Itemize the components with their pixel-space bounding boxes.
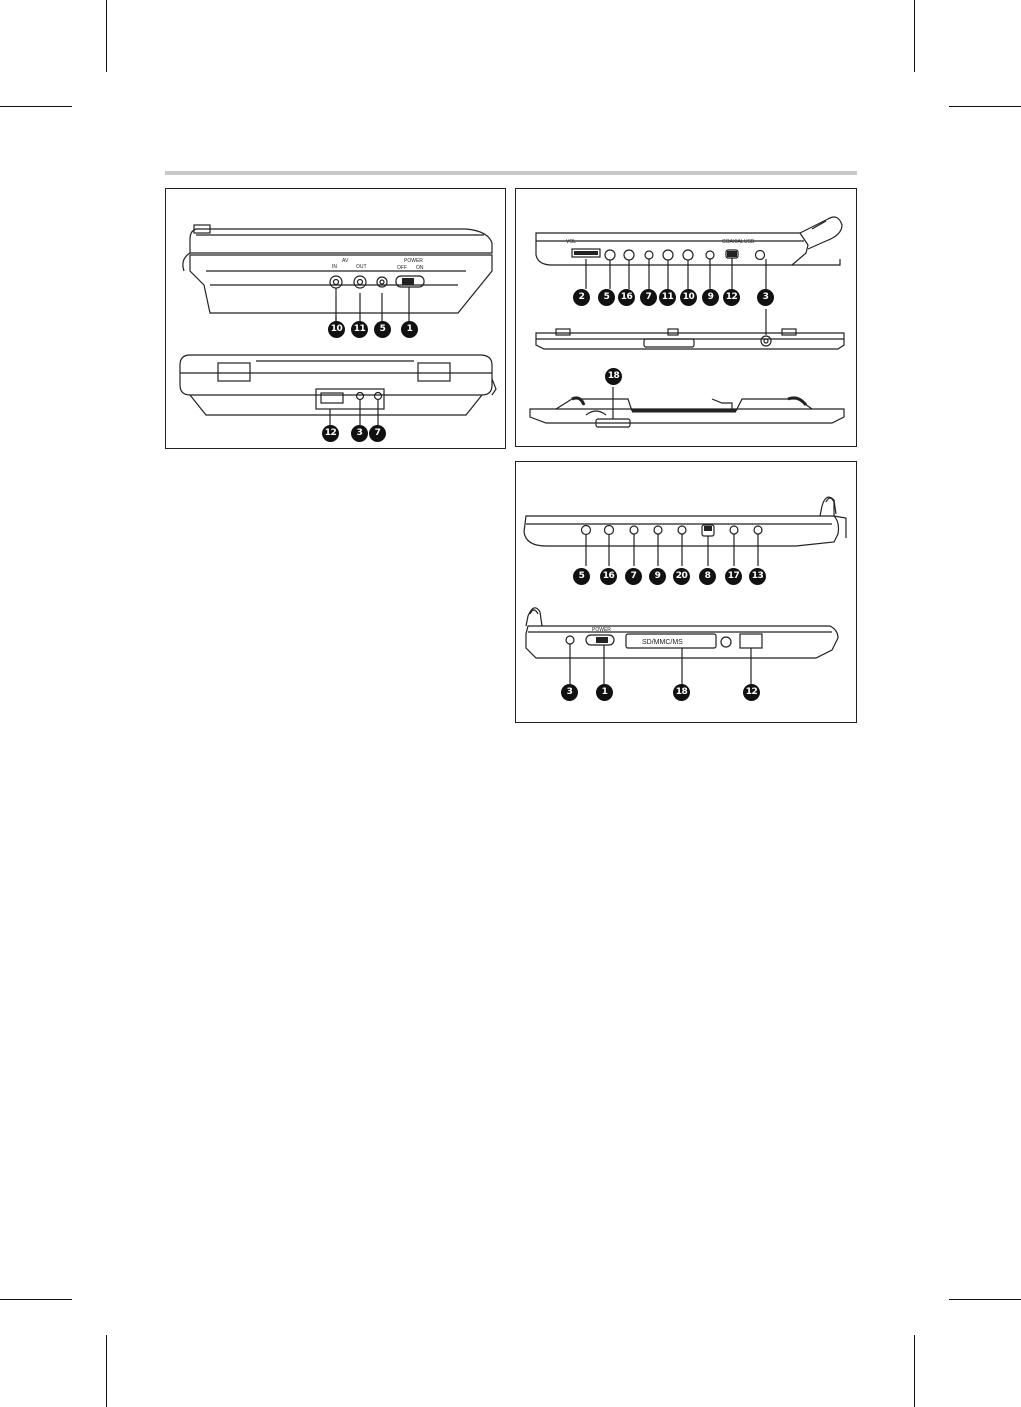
callout-12: 12: [322, 425, 339, 442]
callout-20: 20: [673, 568, 690, 585]
crop-mark: [949, 106, 1021, 107]
callout-5: 5: [374, 321, 391, 338]
callout-12: 12: [723, 289, 740, 306]
callout-7: 7: [625, 568, 642, 585]
callout-5: 5: [598, 289, 615, 306]
callout-11: 11: [659, 289, 676, 306]
label-usb: USB: [744, 239, 755, 245]
label-power-on: ON: [416, 265, 424, 271]
callout-5: 5: [573, 568, 590, 585]
crop-mark: [0, 106, 72, 107]
label-sd-mmc-ms: SD/MMC/MS: [642, 639, 683, 646]
callout-3: 3: [757, 289, 774, 306]
callout-18: 18: [673, 684, 690, 701]
callout-7: 7: [640, 289, 657, 306]
callout-1: 1: [401, 321, 418, 338]
label-coaxial: COAXIAL: [722, 239, 744, 245]
header-rule: [165, 171, 857, 175]
callout-3: 3: [561, 684, 578, 701]
label-power-c: POWER: [592, 627, 611, 633]
callout-16: 16: [600, 568, 617, 585]
label-out: OUT: [356, 264, 367, 270]
callout-13: 13: [749, 568, 766, 585]
callout-16: 16: [618, 289, 635, 306]
crop-mark: [106, 1335, 107, 1407]
callout-9: 9: [702, 289, 719, 306]
callout-10: 10: [328, 321, 345, 338]
crop-mark: [0, 1299, 72, 1300]
crop-mark: [914, 1335, 915, 1407]
callout-12: 12: [743, 684, 760, 701]
callout-8: 8: [699, 568, 716, 585]
callout-7: 7: [369, 425, 386, 442]
callout-18: 18: [605, 368, 622, 385]
label-in: IN: [332, 264, 337, 270]
panel-side-views-b: [515, 188, 857, 447]
callout-10: 10: [680, 289, 697, 306]
crop-mark: [949, 1299, 1021, 1300]
panel-side-views-a: [165, 188, 506, 449]
label-power-off: OFF: [397, 265, 407, 271]
callout-3: 3: [351, 425, 368, 442]
device-side-drawing-a: [166, 189, 507, 450]
panel-side-views-c: [515, 461, 857, 723]
crop-mark: [914, 0, 915, 72]
label-av: AV: [342, 258, 349, 264]
callout-2: 2: [573, 289, 590, 306]
callout-1: 1: [596, 684, 613, 701]
callout-9: 9: [649, 568, 666, 585]
callout-17: 17: [725, 568, 742, 585]
label-vol: VOL: [566, 239, 577, 245]
label-power: POWER: [404, 258, 423, 264]
device-side-drawing-b: [516, 189, 858, 448]
crop-mark: [106, 0, 107, 72]
callout-11: 11: [351, 321, 368, 338]
